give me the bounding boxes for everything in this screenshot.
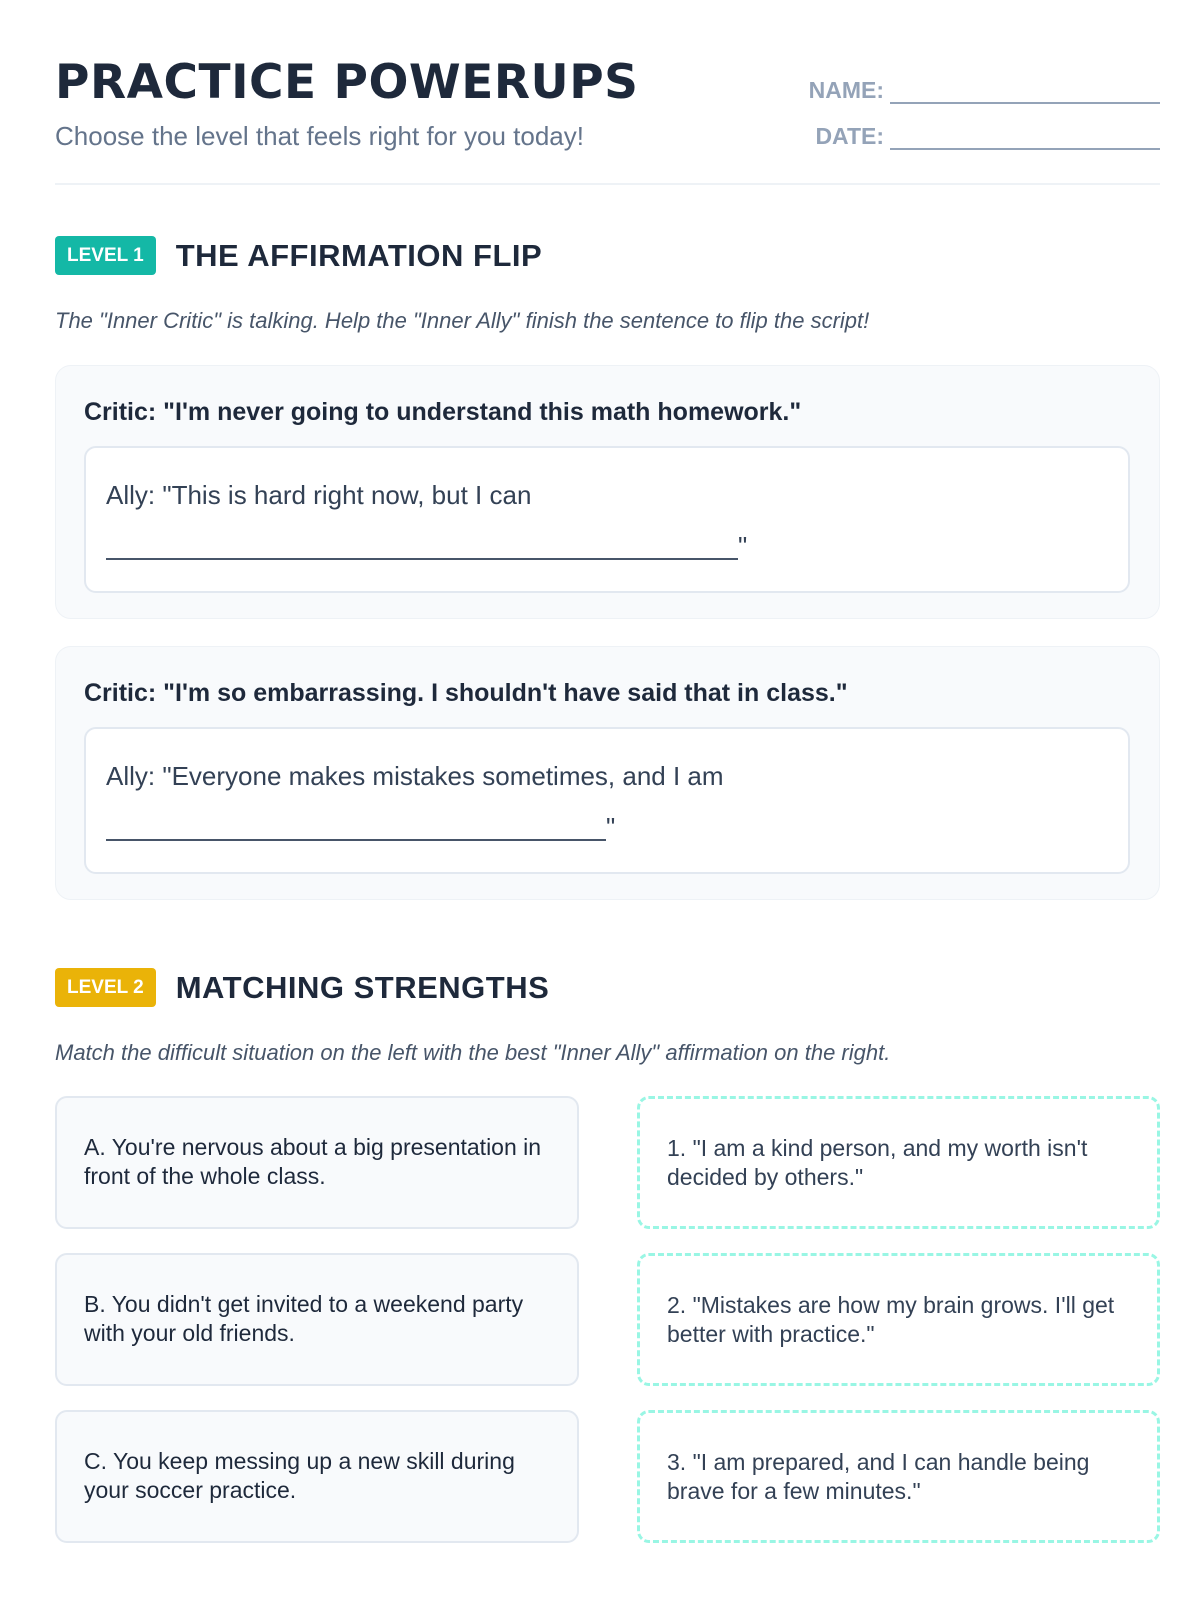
level2-badge: LEVEL 2 — [55, 968, 156, 1007]
ally-write-line[interactable] — [106, 839, 606, 841]
level2-instructions: Match the difficult situation on the left with the best "Inner Ally" affirmation on the right. — [55, 1040, 891, 1065]
affirmation-card — [55, 365, 1160, 619]
close-quote: " — [606, 812, 616, 842]
situation-card[interactable] — [55, 1410, 579, 1543]
name-write-line[interactable] — [890, 82, 1160, 104]
level1-badge: LEVEL 1 — [55, 236, 156, 275]
level2-heading — [55, 968, 549, 1007]
critic-statement: Critic: "I'm never going to understand this math homework." — [84, 398, 802, 426]
name-field[interactable] — [809, 77, 1160, 104]
level1-heading — [55, 236, 542, 275]
worksheet-page — [55, 0, 1160, 1600]
ally-write-line[interactable] — [106, 558, 738, 560]
date-label: DATE: — [815, 123, 884, 149]
affirmation-text: 1. "I am a kind person, and my worth isn't decided by others." — [667, 1135, 1088, 1190]
date-field[interactable] — [815, 123, 1160, 150]
name-label: NAME: — [808, 77, 884, 103]
page-subtitle: Choose the level that feels right for you today! — [55, 121, 584, 151]
close-quote: " — [738, 531, 748, 561]
level1-instructions: The "Inner Critic" is talking. Help the "Inner Ally" finish the sentence to flip the script! — [55, 308, 870, 333]
ally-prompt: Ally: "This is hard right now, but I can — [106, 480, 532, 510]
critic-statement: Critic: "I'm so embarrassing. I shouldn't have said that in class." — [84, 679, 848, 707]
ally-response-box[interactable] — [84, 446, 1130, 593]
affirmation-option[interactable] — [637, 1410, 1160, 1543]
affirmation-option[interactable] — [637, 1096, 1160, 1229]
ally-prompt: Ally: "Everyone makes mistakes sometimes, and I am — [106, 761, 724, 791]
situation-card[interactable] — [55, 1096, 579, 1229]
affirmation-text: 2. "Mistakes are how my brain grows. I'll get better with practice." — [667, 1292, 1115, 1347]
ally-response-box[interactable] — [84, 727, 1130, 874]
affirmation-text: 3. "I am prepared, and I can handle being brave for a few minutes." — [667, 1449, 1090, 1504]
affirmation-card — [55, 646, 1160, 900]
affirmation-option[interactable] — [637, 1253, 1160, 1386]
date-write-line[interactable] — [890, 128, 1160, 150]
situation-card[interactable] — [55, 1253, 579, 1386]
worksheet-header — [55, 55, 1160, 185]
ally-blank-row[interactable] — [106, 531, 747, 562]
level2-title: MATCHING STRENGTHS — [175, 969, 550, 1005]
page-title: PRACTICE POWERUPS — [55, 55, 639, 110]
ally-blank-row[interactable] — [106, 812, 615, 843]
situation-text: C. You keep messing up a new skill during your soccer practice. — [84, 1448, 515, 1503]
level1-title: THE AFFIRMATION FLIP — [175, 237, 543, 273]
situation-text: A. You're nervous about a big presentation in front of the whole class. — [84, 1134, 542, 1189]
situation-text: B. You didn't get invited to a weekend party with your old friends. — [84, 1291, 524, 1346]
